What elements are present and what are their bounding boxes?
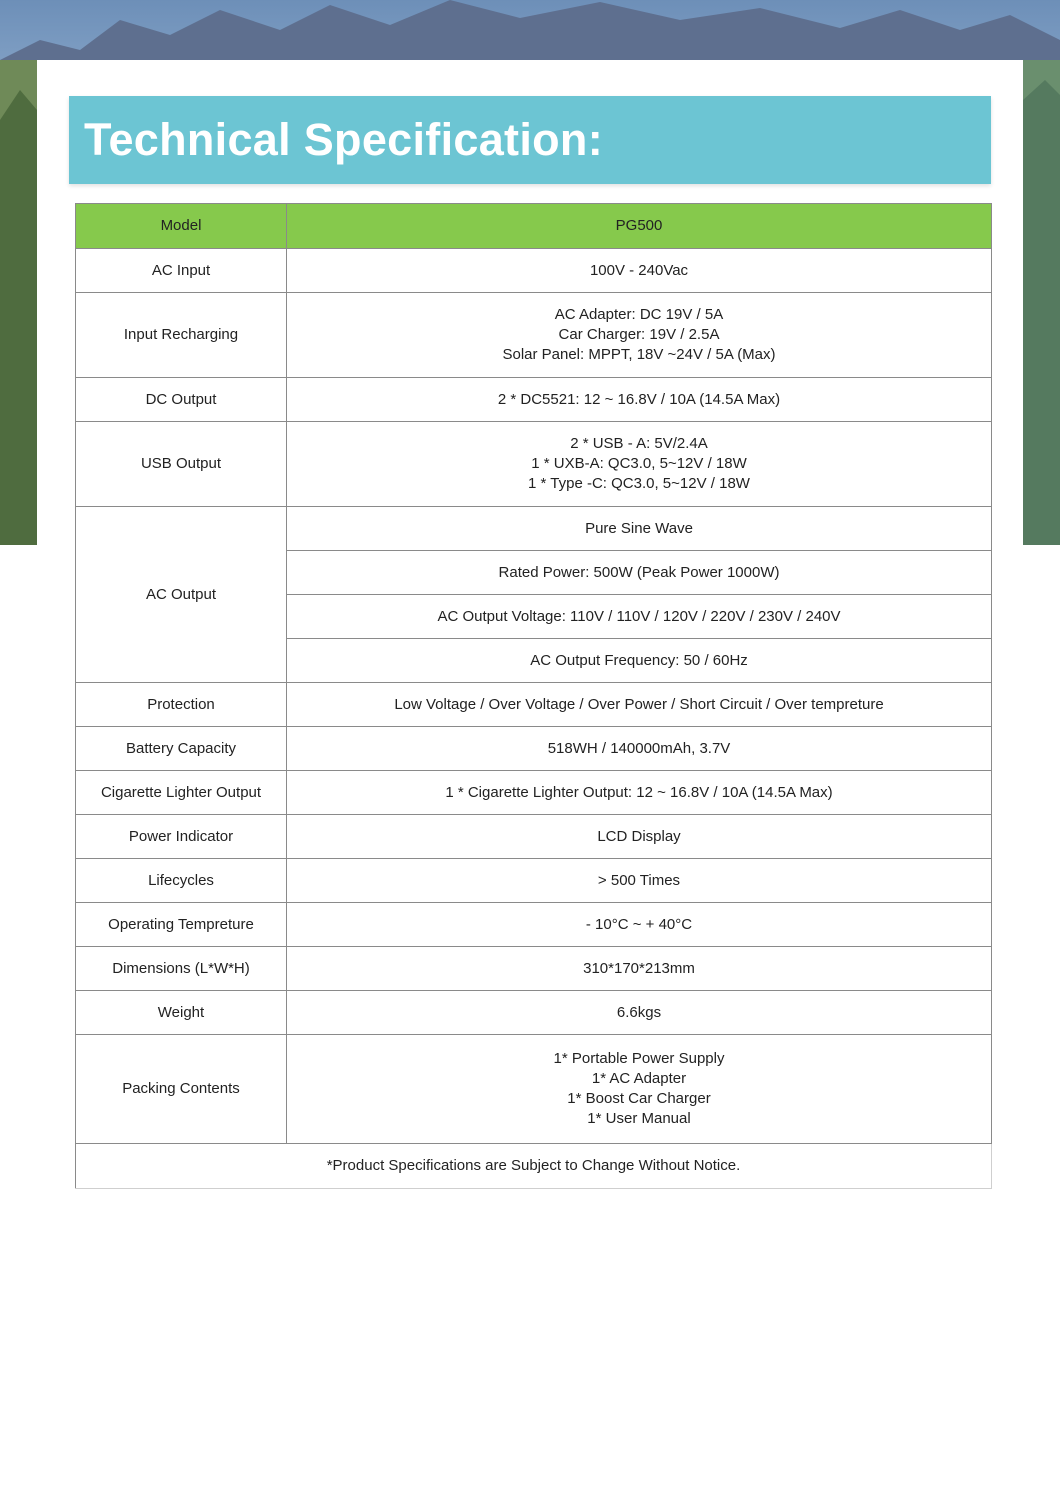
- row-value: [287, 595, 992, 639]
- row-value: [287, 249, 992, 293]
- row-label: Protection: [76, 683, 287, 727]
- row-value: [287, 727, 992, 771]
- row-label: DC Output: [76, 378, 287, 422]
- value-line: AC Adapter: DC 19V / 5A: [554, 306, 724, 323]
- row-value: [287, 551, 992, 595]
- table-row: [76, 727, 992, 771]
- value-line: 1* Portable Power Supply: [553, 1050, 725, 1067]
- row-label: Operating Tempreture: [76, 903, 287, 947]
- table-row: [76, 422, 992, 507]
- value-line: 100V - 240Vac: [589, 261, 689, 279]
- row-label: USB Output: [76, 422, 287, 507]
- row-value: [287, 639, 992, 683]
- notice-row: [76, 1144, 992, 1189]
- value-line: Rated Power: 500W (Peak Power 1000W): [498, 563, 780, 581]
- table-row: [76, 507, 992, 551]
- row-value: [287, 507, 992, 551]
- value-line: 310*170*213mm: [583, 959, 695, 977]
- value-line: AC Output Frequency: 50 / 60Hz: [530, 651, 748, 669]
- table-row: [76, 903, 992, 947]
- row-label: Cigarette Lighter Output: [76, 771, 287, 815]
- table-row: [76, 815, 992, 859]
- table-row: [76, 293, 992, 378]
- value-line: LCD Display: [597, 827, 681, 845]
- table-row: [76, 859, 992, 903]
- table-row: [76, 378, 992, 422]
- page-title: Technical Specification:: [84, 114, 603, 165]
- value-line: Solar Panel: MPPT, 18V ~24V / 5A (Max): [502, 346, 776, 363]
- title-banner: [69, 96, 991, 184]
- spec-table: [75, 203, 992, 1189]
- row-value: [287, 771, 992, 815]
- table-header-row: [76, 204, 992, 249]
- row-label: Input Recharging: [76, 293, 287, 378]
- header-value: PG500: [287, 204, 992, 249]
- row-value: [287, 859, 992, 903]
- value-line: 2 * DC5521: 12 ~ 16.8V / 10A (14.5A Max): [497, 390, 781, 408]
- row-label: Weight: [76, 991, 287, 1035]
- value-line: Low Voltage / Over Voltage / Over Power / Short Circuit / Over tempreture: [394, 695, 884, 713]
- notice-text: *Product Specifications are Subject to Change Without Notice.: [76, 1144, 992, 1189]
- value-line: 1 * Type -C: QC3.0, 5~12V / 18W: [528, 475, 750, 492]
- value-line: Car Charger: 19V / 2.5A: [558, 326, 720, 343]
- row-value: [287, 378, 992, 422]
- value-line: 1* Boost Car Charger: [567, 1090, 711, 1107]
- row-label: Power Indicator: [76, 815, 287, 859]
- row-value: [287, 683, 992, 727]
- value-line: 1 * Cigarette Lighter Output: 12 ~ 16.8V / 10A (14.5A Max): [445, 783, 833, 801]
- row-value: [287, 903, 992, 947]
- row-value: [287, 947, 992, 991]
- value-line: > 500 Times: [597, 871, 681, 889]
- row-label: Lifecycles: [76, 859, 287, 903]
- value-line: 1* AC Adapter: [591, 1070, 687, 1087]
- row-value: [287, 293, 992, 378]
- row-value: [287, 422, 992, 507]
- row-label: Battery Capacity: [76, 727, 287, 771]
- row-value: [287, 815, 992, 859]
- row-value: [287, 991, 992, 1035]
- value-line: 1 * UXB-A: QC3.0, 5~12V / 18W: [531, 455, 747, 472]
- value-line: 1* User Manual: [587, 1110, 691, 1127]
- table-row: [76, 947, 992, 991]
- table-row: [76, 683, 992, 727]
- row-label: Packing Contents: [76, 1035, 287, 1144]
- value-line: AC Output Voltage: 110V / 110V / 120V / 220V / 230V / 240V: [437, 607, 841, 625]
- row-label: AC Output: [76, 507, 287, 683]
- value-line: 6.6kgs: [616, 1003, 662, 1021]
- row-label: AC Input: [76, 249, 287, 293]
- table-row: [76, 991, 992, 1035]
- value-line: 2 * USB - A: 5V/2.4A: [570, 435, 708, 452]
- table-row: [76, 1035, 992, 1144]
- value-line: 518WH / 140000mAh, 3.7V: [547, 739, 731, 757]
- value-line: - 10°C ~ + 40°C: [585, 915, 693, 933]
- row-value: [287, 1035, 992, 1144]
- table-row: [76, 771, 992, 815]
- table-row: [76, 249, 992, 293]
- row-label: Dimensions (L*W*H): [76, 947, 287, 991]
- value-line: Pure Sine Wave: [585, 519, 693, 537]
- header-label: Model: [76, 204, 287, 249]
